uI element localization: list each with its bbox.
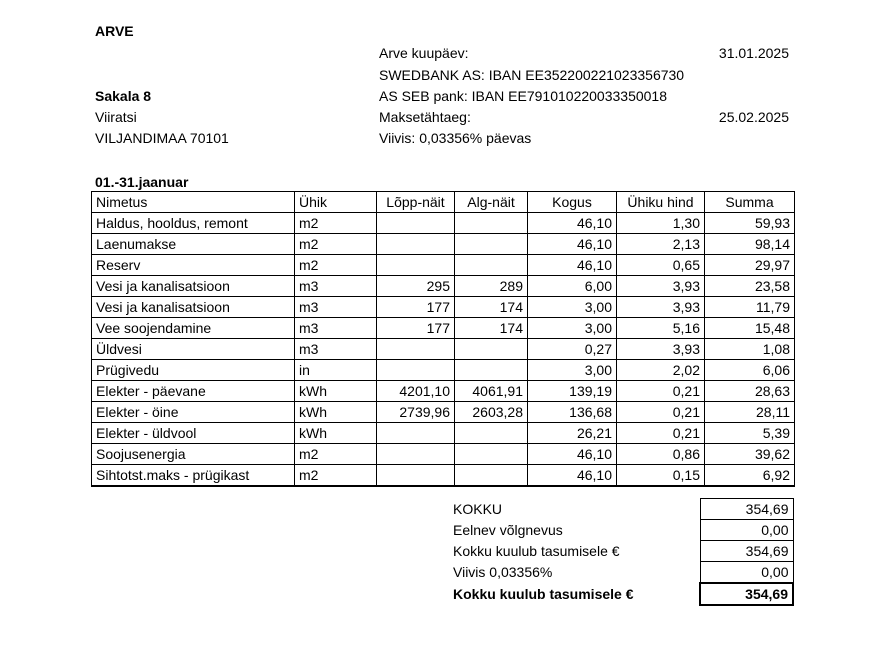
row-sum: 39,62 bbox=[705, 444, 795, 465]
totals-row bbox=[449, 541, 793, 562]
row-unit-price: 2,02 bbox=[617, 360, 705, 381]
invoice-title: ARVE bbox=[95, 23, 134, 39]
row-unit-price: 0,21 bbox=[617, 381, 705, 402]
invoice-date-label: Arve kuupäev: bbox=[379, 45, 469, 61]
row-name: Haldus, hooldus, remont bbox=[92, 213, 295, 234]
row-unit-price: 3,93 bbox=[617, 276, 705, 297]
row-end-reading bbox=[377, 423, 455, 444]
row-unit-price: 2,13 bbox=[617, 234, 705, 255]
row-sum: 98,14 bbox=[705, 234, 795, 255]
row-end-reading: 2739,96 bbox=[377, 402, 455, 423]
row-end-reading bbox=[377, 339, 455, 360]
row-unit: kWh bbox=[295, 402, 377, 423]
row-end-reading: 177 bbox=[377, 318, 455, 339]
row-start-reading: 2603,28 bbox=[455, 402, 528, 423]
row-sum: 6,06 bbox=[705, 360, 795, 381]
row-quantity: 3,00 bbox=[528, 318, 617, 339]
row-unit: m2 bbox=[295, 234, 377, 255]
table-row bbox=[92, 339, 795, 360]
row-quantity: 46,10 bbox=[528, 255, 617, 276]
table-row bbox=[92, 213, 795, 234]
row-end-reading: 4201,10 bbox=[377, 381, 455, 402]
previous-debt-value: 0,00 bbox=[700, 520, 793, 541]
row-name: Soojusenergia bbox=[92, 444, 295, 465]
row-start-reading bbox=[455, 465, 528, 487]
row-start-reading bbox=[455, 423, 528, 444]
penalty-label: Viivis 0,03356% bbox=[453, 564, 553, 581]
table-header-row bbox=[92, 192, 795, 213]
col-header-unit-price: Ühiku hind bbox=[617, 192, 705, 213]
table-row bbox=[92, 234, 795, 255]
billing-period: 01.-31.jaanuar bbox=[95, 174, 189, 190]
col-header-unit: Ühik bbox=[295, 192, 377, 213]
table-row bbox=[92, 276, 795, 297]
row-unit-price: 5,16 bbox=[617, 318, 705, 339]
row-name: Elekter - päevane bbox=[92, 381, 295, 402]
table-row bbox=[92, 297, 795, 318]
row-quantity: 46,10 bbox=[528, 213, 617, 234]
penalty-rate: Viivis: 0,03356% päevas bbox=[379, 130, 532, 146]
totals-row bbox=[449, 520, 793, 541]
row-sum: 59,93 bbox=[705, 213, 795, 234]
row-end-reading: 295 bbox=[377, 276, 455, 297]
table-row bbox=[92, 360, 795, 381]
row-start-reading bbox=[455, 360, 528, 381]
row-name: Elekter - öine bbox=[92, 402, 295, 423]
row-name: Prügivedu bbox=[92, 360, 295, 381]
table-row bbox=[92, 381, 795, 402]
row-start-reading: 289 bbox=[455, 276, 528, 297]
row-name: Üldvesi bbox=[92, 339, 295, 360]
row-name: Reserv bbox=[92, 255, 295, 276]
row-unit: m3 bbox=[295, 276, 377, 297]
col-header-start-reading: Alg-näit bbox=[455, 192, 528, 213]
row-sum: 29,97 bbox=[705, 255, 795, 276]
due-date-label: Maksetähtaeg: bbox=[379, 109, 471, 125]
row-unit: in bbox=[295, 360, 377, 381]
totals-table bbox=[449, 498, 794, 606]
row-unit-price: 0,86 bbox=[617, 444, 705, 465]
row-unit: m2 bbox=[295, 255, 377, 276]
row-end-reading bbox=[377, 360, 455, 381]
row-end-reading bbox=[377, 255, 455, 276]
bank-account-swedbank: SWEDBANK AS: IBAN EE352200221023356730 bbox=[379, 67, 685, 83]
col-header-end-reading: Lõpp-näit bbox=[377, 192, 455, 213]
amount-due-label: Kokku kuulub tasumisele € bbox=[453, 543, 620, 559]
table-row bbox=[92, 465, 795, 487]
row-unit-price: 0,21 bbox=[617, 423, 705, 444]
previous-debt-label: Eelnev võlgnevus bbox=[453, 522, 563, 538]
table-row bbox=[92, 255, 795, 276]
grand-total-value: 354,69 bbox=[700, 583, 793, 605]
row-unit: m2 bbox=[295, 465, 377, 487]
row-name: Elekter - üldvool bbox=[92, 423, 295, 444]
row-start-reading: 174 bbox=[455, 297, 528, 318]
address-street: Sakala 8 bbox=[95, 88, 152, 104]
row-sum: 1,08 bbox=[705, 339, 795, 360]
row-name: Vee soojendamine bbox=[92, 318, 295, 339]
penalty-value: 0,00 bbox=[700, 562, 793, 584]
col-header-name: Nimetus bbox=[92, 192, 295, 213]
row-unit-price: 3,93 bbox=[617, 297, 705, 318]
row-start-reading bbox=[455, 444, 528, 465]
row-unit-price: 1,30 bbox=[617, 213, 705, 234]
row-start-reading bbox=[455, 234, 528, 255]
row-end-reading bbox=[377, 465, 455, 487]
bank-account-seb: AS SEB pank: IBAN EE791010220033350018 bbox=[379, 88, 667, 104]
row-start-reading bbox=[455, 213, 528, 234]
address-region: VILJANDIMAA 70101 bbox=[95, 130, 229, 146]
row-sum: 23,58 bbox=[705, 276, 795, 297]
row-end-reading bbox=[377, 444, 455, 465]
address-city: Viiratsi bbox=[95, 109, 137, 125]
row-sum: 28,11 bbox=[705, 402, 795, 423]
row-unit-price: 0,65 bbox=[617, 255, 705, 276]
row-end-reading: 177 bbox=[377, 297, 455, 318]
table-row bbox=[92, 423, 795, 444]
row-sum: 5,39 bbox=[705, 423, 795, 444]
row-quantity: 139,19 bbox=[528, 381, 617, 402]
amount-due-value: 354,69 bbox=[700, 541, 793, 562]
row-quantity: 3,00 bbox=[528, 360, 617, 381]
table-row bbox=[92, 444, 795, 465]
row-unit: m2 bbox=[295, 444, 377, 465]
row-start-reading: 174 bbox=[455, 318, 528, 339]
totals-row bbox=[449, 583, 793, 605]
row-name: Vesi ja kanalisatsioon bbox=[92, 297, 295, 318]
col-header-sum: Summa bbox=[705, 192, 795, 213]
row-quantity: 46,10 bbox=[528, 234, 617, 255]
row-unit: kWh bbox=[295, 423, 377, 444]
invoice-date-value: 31.01.2025 bbox=[718, 45, 789, 61]
table-row bbox=[92, 318, 795, 339]
grand-total-label: Kokku kuulub tasumisele € bbox=[453, 586, 634, 602]
row-unit: m3 bbox=[295, 318, 377, 339]
row-quantity: 0,27 bbox=[528, 339, 617, 360]
row-name: Sihtotst.maks - prügikast bbox=[92, 465, 295, 487]
table-row bbox=[92, 402, 795, 423]
row-quantity: 46,10 bbox=[528, 444, 617, 465]
totals-row bbox=[449, 562, 793, 584]
row-sum: 28,63 bbox=[705, 381, 795, 402]
row-end-reading bbox=[377, 234, 455, 255]
row-quantity: 46,10 bbox=[528, 465, 617, 487]
row-unit: m3 bbox=[295, 339, 377, 360]
total-label: KOKKU bbox=[453, 501, 503, 517]
row-end-reading bbox=[377, 213, 455, 234]
row-unit-price: 0,15 bbox=[617, 465, 705, 487]
col-header-quantity: Kogus bbox=[528, 192, 617, 213]
row-unit: m2 bbox=[295, 213, 377, 234]
row-quantity: 3,00 bbox=[528, 297, 617, 318]
row-start-reading: 4061,91 bbox=[455, 381, 528, 402]
row-quantity: 136,68 bbox=[528, 402, 617, 423]
row-sum: 11,79 bbox=[705, 297, 795, 318]
row-start-reading bbox=[455, 255, 528, 276]
total-value: 354,69 bbox=[700, 499, 793, 520]
charges-table bbox=[91, 191, 795, 487]
row-quantity: 26,21 bbox=[528, 423, 617, 444]
row-name: Laenumakse bbox=[92, 234, 295, 255]
due-date-value: 25.02.2025 bbox=[718, 109, 789, 125]
row-start-reading bbox=[455, 339, 528, 360]
row-unit: kWh bbox=[295, 381, 377, 402]
row-sum: 15,48 bbox=[705, 318, 795, 339]
totals-row bbox=[449, 499, 793, 520]
row-unit: m3 bbox=[295, 297, 377, 318]
row-quantity: 6,00 bbox=[528, 276, 617, 297]
row-name: Vesi ja kanalisatsioon bbox=[92, 276, 295, 297]
row-unit-price: 0,21 bbox=[617, 402, 705, 423]
row-sum: 6,92 bbox=[705, 465, 795, 487]
row-unit-price: 3,93 bbox=[617, 339, 705, 360]
